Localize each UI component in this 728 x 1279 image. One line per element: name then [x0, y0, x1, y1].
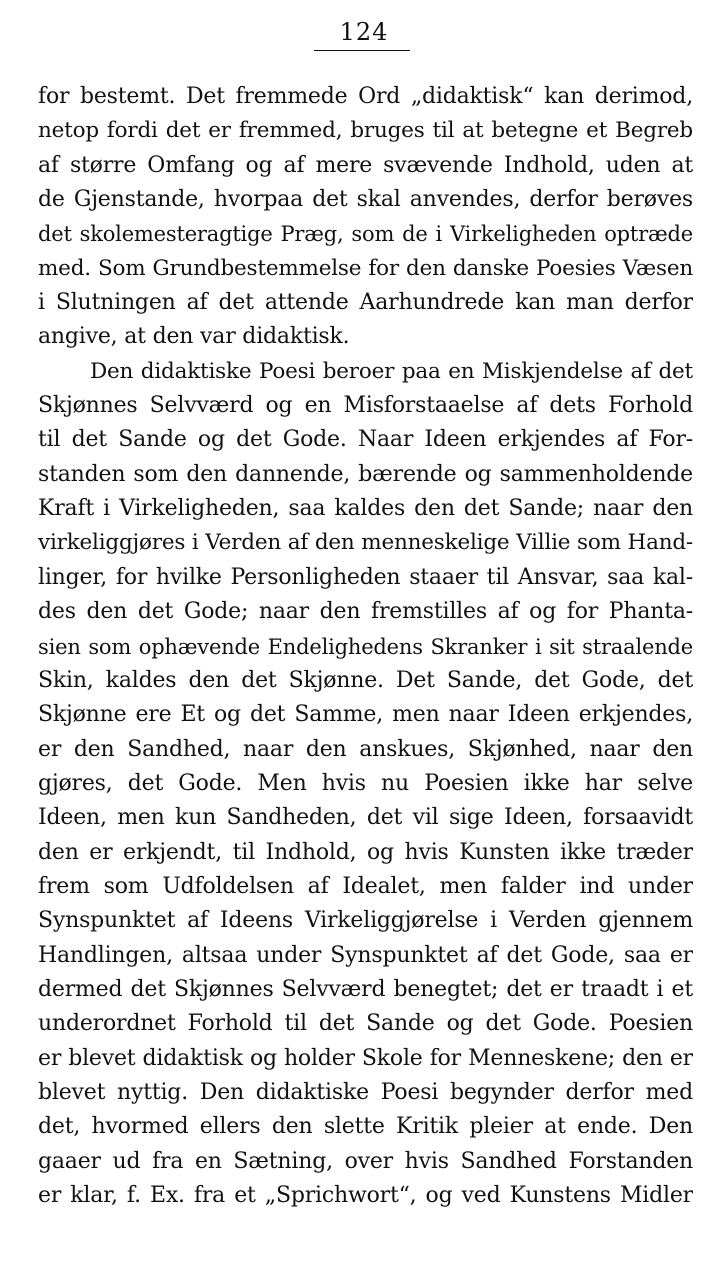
text-line: sien som ophævende Endelighedens Skranker i sit straalende: [38, 634, 693, 659]
text-line: underordnet Forhold til det Sande og det Gode. Poesien: [38, 1011, 693, 1037]
text-line: Den didaktiske Poesi beroer paa en Miskjendelse af det: [90, 358, 693, 384]
text-line: gjøres, det Gode. Men hvis nu Poesien ikke har selve: [38, 770, 693, 796]
text-line: for bestemt. Det fremmede Ord „didaktisk“ kan derimod,: [38, 84, 693, 109]
text-line: angive, at den var didaktisk.: [38, 324, 350, 350]
text-line: Ideen, men kun Sandheden, det vil sige Ideen, forsaavidt: [38, 805, 693, 831]
text-line: Synspunktet af Ideens Virkeliggjørelse i Verden gjennem: [38, 908, 693, 934]
text-line: af større Omfang og af mere svævende Indhold, uden at: [38, 152, 693, 178]
text-line: linger, for hvilke Personligheden staaer til Ansvar, saa kal-: [38, 564, 693, 590]
text-line: den er erkjendt, til Indhold, og hvis Kunsten ikke træder: [38, 839, 693, 865]
text-line: standen som den dannende, bærende og sammenholdende: [38, 461, 693, 487]
text-line: Skin, kaldes den det Skjønne. Det Sande, det Gode, det: [38, 667, 693, 693]
body-text: [38, 80, 693, 1213]
text-line: det skolemesteragtige Præg, som de i Virkeligheden optræde: [38, 222, 693, 247]
text-line: er den Sandhed, naar den anskues, Skjønhed, naar den: [38, 736, 693, 762]
text-line: i Slutningen af det attende Aarhundrede kan man derfor: [38, 290, 693, 316]
header-rule: [314, 50, 410, 51]
text-line: de Gjenstande, hvorpaa det skal anvendes, derfor berøves: [38, 187, 693, 213]
text-line: gaaer ud fra en Sætning, over hvis Sandhed Forstanden: [38, 1148, 693, 1174]
text-line: til det Sande og det Gode. Naar Ideen erkjendes af For-: [38, 427, 693, 453]
text-line: er blevet didaktisk og holder Skole for Menneskene; den er: [38, 1045, 693, 1071]
text-line: Skjønnes Selvværd og en Misforstaaelse af dets Forhold: [38, 393, 693, 419]
text-line: med. Som Grundbestemmelse for den danske Poesies Væsen: [38, 255, 693, 281]
text-line: frem som Udfoldelsen af Idealet, men falder ind under: [38, 873, 693, 899]
text-line: Skjønne ere Et og det Samme, men naar Ideen erkjendes,: [38, 702, 693, 728]
text-line: virkeliggjøres i Verden af den menneskelige Villie som Hand-: [38, 530, 693, 556]
text-line: det, hvormed ellers den slette Kritik pleier at ende. Den: [38, 1114, 693, 1140]
text-line: er klar, f. Ex. fra et „Sprichwort“, og ved Kunstens Midler: [38, 1183, 693, 1208]
text-line: netop fordi det er fremmed, bruges til at betegne et Begreb: [38, 118, 693, 144]
text-line: blevet nyttig. Den didaktiske Poesi begynder derfor med: [38, 1079, 693, 1105]
text-line: des den det Gode; naar den fremstilles af og for Phanta-: [38, 599, 693, 625]
text-line: Kraft i Virkeligheden, saa kaldes den det Sande; naar den: [38, 496, 693, 522]
text-line: dermed det Skjønnes Selvværd benegtet; det er traadt i et: [38, 976, 693, 1002]
text-line: Handlingen, altsaa under Synspunktet af det Gode, saa er: [38, 942, 693, 968]
page-number: 124: [339, 18, 389, 46]
